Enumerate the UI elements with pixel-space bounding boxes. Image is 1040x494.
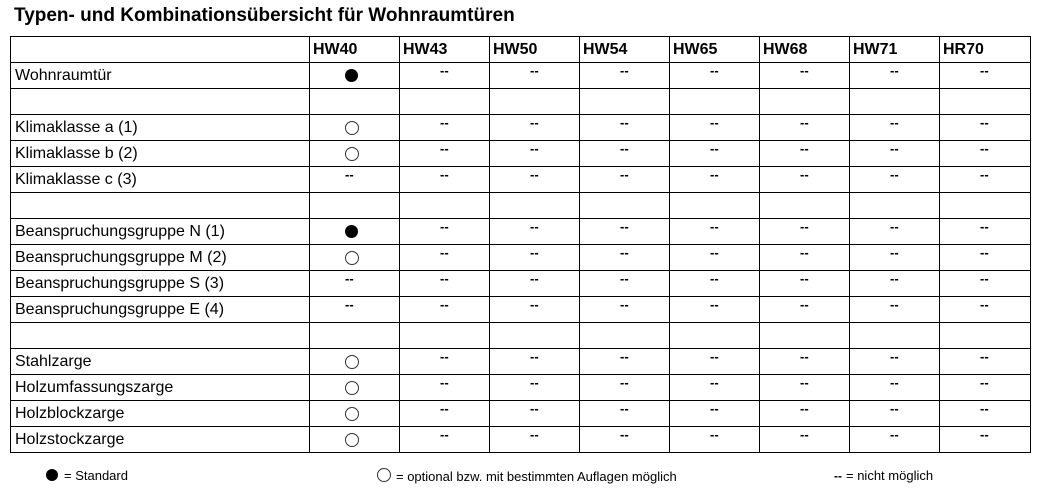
row-label: Stahlzarge bbox=[11, 349, 310, 375]
table-cell bbox=[400, 245, 490, 271]
dash-symbol: -- bbox=[710, 401, 719, 416]
table-row bbox=[11, 141, 1031, 167]
table-row bbox=[11, 427, 1031, 453]
dash-symbol: -- bbox=[980, 63, 989, 78]
table-cell bbox=[760, 349, 850, 375]
dash-symbol: -- bbox=[440, 245, 449, 260]
table-row bbox=[11, 271, 1031, 297]
table-cell bbox=[400, 349, 490, 375]
table-cell bbox=[940, 115, 1031, 141]
dash-symbol: -- bbox=[890, 115, 899, 130]
table-cell bbox=[310, 193, 400, 219]
table-cell bbox=[670, 89, 760, 115]
dash-symbol: -- bbox=[620, 271, 629, 286]
dash-symbol: -- bbox=[834, 469, 842, 483]
dash-symbol: -- bbox=[890, 401, 899, 416]
dash-symbol: -- bbox=[710, 375, 719, 390]
dash-symbol: -- bbox=[980, 375, 989, 390]
table-cell bbox=[850, 271, 940, 297]
table-cell bbox=[490, 427, 580, 453]
dash-symbol: -- bbox=[620, 375, 629, 390]
dash-symbol: -- bbox=[620, 245, 629, 260]
hollow-circle-icon bbox=[345, 251, 359, 265]
table-cell bbox=[940, 167, 1031, 193]
dash-symbol: -- bbox=[440, 167, 449, 182]
dash-symbol: -- bbox=[440, 427, 449, 442]
table-cell bbox=[670, 349, 760, 375]
table-cell bbox=[760, 323, 850, 349]
legend-standard bbox=[46, 468, 128, 484]
table-cell bbox=[580, 89, 670, 115]
table-cell bbox=[580, 63, 670, 89]
dash-symbol: -- bbox=[620, 115, 629, 130]
table-row bbox=[11, 63, 1031, 89]
row-label: Wohnraumtür bbox=[11, 63, 310, 89]
table-cell bbox=[850, 375, 940, 401]
dash-symbol: -- bbox=[620, 63, 629, 78]
column-header-hw50: HW50 bbox=[490, 37, 580, 63]
table-cell bbox=[310, 297, 400, 323]
spacer-row bbox=[11, 323, 1031, 349]
table-cell bbox=[760, 89, 850, 115]
dash-symbol: -- bbox=[980, 427, 989, 442]
dash-symbol: -- bbox=[800, 297, 809, 312]
dash-symbol: -- bbox=[530, 297, 539, 312]
dash-symbol: -- bbox=[800, 401, 809, 416]
dash-symbol: -- bbox=[440, 297, 449, 312]
row-label: Beanspruchungsgruppe M (2) bbox=[11, 245, 310, 271]
table-cell bbox=[850, 323, 940, 349]
table-row bbox=[11, 115, 1031, 141]
dash-symbol: -- bbox=[800, 219, 809, 234]
table-row bbox=[11, 245, 1031, 271]
dash-symbol: -- bbox=[530, 141, 539, 156]
table-cell bbox=[400, 323, 490, 349]
dash-symbol: -- bbox=[440, 115, 449, 130]
table-row bbox=[11, 219, 1031, 245]
table-cell bbox=[940, 375, 1031, 401]
table-cell bbox=[850, 63, 940, 89]
table-cell bbox=[490, 323, 580, 349]
legend-standard-text: = Standard bbox=[64, 468, 128, 483]
dash-symbol: -- bbox=[530, 219, 539, 234]
row-label: Holzblockzarge bbox=[11, 401, 310, 427]
table-cell bbox=[760, 141, 850, 167]
dash-symbol: -- bbox=[530, 375, 539, 390]
row-label: Beanspruchungsgruppe N (1) bbox=[11, 219, 310, 245]
table-cell bbox=[760, 375, 850, 401]
hollow-circle-icon bbox=[345, 407, 359, 421]
table-cell bbox=[310, 63, 400, 89]
dash-symbol: -- bbox=[890, 219, 899, 234]
dash-symbol: -- bbox=[980, 349, 989, 364]
dash-symbol: -- bbox=[710, 349, 719, 364]
table-cell bbox=[490, 141, 580, 167]
dash-symbol: -- bbox=[440, 271, 449, 286]
dash-symbol: -- bbox=[710, 115, 719, 130]
table-row bbox=[11, 401, 1031, 427]
table-cell bbox=[490, 219, 580, 245]
table-cell bbox=[310, 141, 400, 167]
dash-symbol: -- bbox=[440, 349, 449, 364]
table-cell bbox=[310, 167, 400, 193]
dash-symbol: -- bbox=[800, 167, 809, 182]
table-row bbox=[11, 167, 1031, 193]
hollow-circle-icon bbox=[345, 147, 359, 161]
table-cell bbox=[580, 349, 670, 375]
table-cell bbox=[580, 167, 670, 193]
filled-circle-icon bbox=[345, 69, 358, 82]
dash-symbol: -- bbox=[530, 427, 539, 442]
dash-symbol: -- bbox=[620, 349, 629, 364]
row-label: Holzstockzarge bbox=[11, 427, 310, 453]
hollow-circle-icon bbox=[345, 433, 359, 447]
dash-symbol: -- bbox=[440, 219, 449, 234]
dash-symbol: -- bbox=[890, 141, 899, 156]
table-cell bbox=[850, 297, 940, 323]
dash-symbol: -- bbox=[620, 167, 629, 182]
table-cell bbox=[850, 193, 940, 219]
table-cell bbox=[850, 219, 940, 245]
dash-symbol: -- bbox=[530, 115, 539, 130]
table-cell bbox=[490, 271, 580, 297]
table-cell bbox=[670, 401, 760, 427]
table-cell bbox=[310, 349, 400, 375]
dash-symbol: -- bbox=[800, 141, 809, 156]
table-cell bbox=[400, 219, 490, 245]
table-cell bbox=[310, 427, 400, 453]
header-corner-cell bbox=[11, 37, 310, 63]
dash-symbol: -- bbox=[530, 167, 539, 182]
table-cell bbox=[940, 89, 1031, 115]
hollow-circle-icon bbox=[345, 381, 359, 395]
table-cell bbox=[580, 115, 670, 141]
table-cell bbox=[670, 297, 760, 323]
table-cell bbox=[400, 167, 490, 193]
table-cell bbox=[940, 63, 1031, 89]
table-cell bbox=[580, 245, 670, 271]
table-cell bbox=[400, 375, 490, 401]
dash-symbol: -- bbox=[620, 427, 629, 442]
table-cell bbox=[670, 375, 760, 401]
table-cell bbox=[760, 115, 850, 141]
table-cell bbox=[580, 401, 670, 427]
table-cell bbox=[940, 141, 1031, 167]
table-cell bbox=[760, 167, 850, 193]
dash-symbol: -- bbox=[980, 167, 989, 182]
table-cell bbox=[670, 63, 760, 89]
table-cell bbox=[850, 349, 940, 375]
table-cell bbox=[580, 323, 670, 349]
table-cell bbox=[490, 193, 580, 219]
dash-symbol: -- bbox=[710, 297, 719, 312]
row-label bbox=[11, 193, 310, 219]
column-header-hw54: HW54 bbox=[580, 37, 670, 63]
legend-not-possible bbox=[834, 468, 933, 484]
dash-symbol: -- bbox=[980, 271, 989, 286]
table-row bbox=[11, 349, 1031, 375]
dash-symbol: -- bbox=[620, 219, 629, 234]
hollow-circle-icon bbox=[377, 468, 391, 482]
table-cell bbox=[580, 193, 670, 219]
table-cell bbox=[400, 297, 490, 323]
table-cell bbox=[310, 219, 400, 245]
row-label: Beanspruchungsgruppe E (4) bbox=[11, 297, 310, 323]
table-cell bbox=[940, 323, 1031, 349]
column-header-hw71: HW71 bbox=[850, 37, 940, 63]
dash-symbol: -- bbox=[980, 141, 989, 156]
dash-symbol: -- bbox=[800, 375, 809, 390]
table-cell bbox=[760, 427, 850, 453]
row-label bbox=[11, 89, 310, 115]
dash-symbol: -- bbox=[800, 427, 809, 442]
table-cell bbox=[490, 401, 580, 427]
dash-symbol: -- bbox=[800, 245, 809, 260]
column-header-hw40: HW40 bbox=[310, 37, 400, 63]
dash-symbol: -- bbox=[890, 349, 899, 364]
table-cell bbox=[310, 89, 400, 115]
page-title: Typen- und Kombinationsübersicht für Wohnraumtüren bbox=[14, 5, 515, 26]
dash-symbol: -- bbox=[710, 141, 719, 156]
table-cell bbox=[580, 375, 670, 401]
dash-symbol: -- bbox=[710, 219, 719, 234]
dash-symbol: -- bbox=[890, 245, 899, 260]
dash-symbol: -- bbox=[620, 141, 629, 156]
dash-symbol: -- bbox=[440, 375, 449, 390]
table-cell bbox=[490, 63, 580, 89]
row-label bbox=[11, 323, 310, 349]
dash-symbol: -- bbox=[620, 297, 629, 312]
table-cell bbox=[400, 193, 490, 219]
table-cell bbox=[670, 219, 760, 245]
table-cell bbox=[670, 167, 760, 193]
table-cell bbox=[940, 245, 1031, 271]
table-cell bbox=[580, 271, 670, 297]
table-cell bbox=[760, 193, 850, 219]
dash-symbol: -- bbox=[530, 271, 539, 286]
table-cell bbox=[760, 271, 850, 297]
dash-symbol: -- bbox=[345, 167, 354, 182]
table-cell bbox=[670, 323, 760, 349]
table-cell bbox=[850, 167, 940, 193]
dash-symbol: -- bbox=[890, 63, 899, 78]
dash-symbol: -- bbox=[980, 401, 989, 416]
row-label: Klimaklasse a (1) bbox=[11, 115, 310, 141]
dash-symbol: -- bbox=[530, 245, 539, 260]
dash-symbol: -- bbox=[710, 167, 719, 182]
table-cell bbox=[940, 219, 1031, 245]
legend-not-possible-text: = nicht möglich bbox=[846, 468, 934, 483]
dash-symbol: -- bbox=[530, 349, 539, 364]
dash-symbol: -- bbox=[980, 297, 989, 312]
dash-symbol: -- bbox=[800, 115, 809, 130]
column-header-hw68: HW68 bbox=[760, 37, 850, 63]
dash-symbol: -- bbox=[710, 245, 719, 260]
table-cell bbox=[580, 297, 670, 323]
dash-symbol: -- bbox=[440, 63, 449, 78]
header-row bbox=[11, 37, 1031, 63]
table-cell bbox=[940, 271, 1031, 297]
table-cell bbox=[940, 297, 1031, 323]
dash-symbol: -- bbox=[980, 245, 989, 260]
table-cell bbox=[310, 401, 400, 427]
table-cell bbox=[400, 427, 490, 453]
table-cell bbox=[310, 271, 400, 297]
table-cell bbox=[490, 167, 580, 193]
dash-symbol: -- bbox=[890, 297, 899, 312]
table-cell bbox=[760, 63, 850, 89]
table-cell bbox=[850, 245, 940, 271]
table-cell bbox=[490, 297, 580, 323]
column-header-hw43: HW43 bbox=[400, 37, 490, 63]
table-cell bbox=[670, 427, 760, 453]
dash-symbol: -- bbox=[890, 375, 899, 390]
table-cell bbox=[670, 271, 760, 297]
dash-symbol: -- bbox=[800, 271, 809, 286]
table-cell bbox=[670, 193, 760, 219]
legend-optional-text: = optional bzw. mit bestimmten Auflagen möglich bbox=[396, 469, 677, 484]
dash-symbol: -- bbox=[890, 427, 899, 442]
table-cell bbox=[400, 115, 490, 141]
table-cell bbox=[940, 401, 1031, 427]
filled-circle-icon bbox=[345, 225, 358, 238]
table-cell bbox=[580, 427, 670, 453]
hollow-circle-icon bbox=[345, 121, 359, 135]
table-cell bbox=[310, 115, 400, 141]
table-cell bbox=[940, 349, 1031, 375]
dash-symbol: -- bbox=[890, 271, 899, 286]
dash-symbol: -- bbox=[710, 63, 719, 78]
table-cell bbox=[400, 271, 490, 297]
table-cell bbox=[490, 89, 580, 115]
type-combination-table bbox=[10, 36, 1031, 453]
table-cell bbox=[670, 115, 760, 141]
table-cell bbox=[580, 219, 670, 245]
dash-symbol: -- bbox=[800, 63, 809, 78]
dash-symbol: -- bbox=[440, 141, 449, 156]
table-row bbox=[11, 297, 1031, 323]
dash-symbol: -- bbox=[440, 401, 449, 416]
table-cell bbox=[850, 115, 940, 141]
table-cell bbox=[760, 401, 850, 427]
table-cell bbox=[940, 193, 1031, 219]
row-label: Klimaklasse b (2) bbox=[11, 141, 310, 167]
dash-symbol: -- bbox=[345, 271, 354, 286]
spacer-row bbox=[11, 89, 1031, 115]
table-cell bbox=[760, 245, 850, 271]
column-header-hw65: HW65 bbox=[670, 37, 760, 63]
table-cell bbox=[490, 245, 580, 271]
table-cell bbox=[400, 89, 490, 115]
spacer-row bbox=[11, 193, 1031, 219]
table-cell bbox=[670, 141, 760, 167]
table-cell bbox=[490, 349, 580, 375]
legend-optional bbox=[377, 468, 677, 485]
hollow-circle-icon bbox=[345, 355, 359, 369]
table-cell bbox=[400, 401, 490, 427]
dash-symbol: -- bbox=[620, 401, 629, 416]
dash-symbol: -- bbox=[710, 427, 719, 442]
dash-symbol: -- bbox=[980, 115, 989, 130]
table-cell bbox=[400, 63, 490, 89]
table-cell bbox=[310, 375, 400, 401]
table-cell bbox=[850, 89, 940, 115]
table-cell bbox=[940, 427, 1031, 453]
table-cell bbox=[850, 141, 940, 167]
table-cell bbox=[850, 401, 940, 427]
table-cell bbox=[850, 427, 940, 453]
table-cell bbox=[760, 297, 850, 323]
row-label: Beanspruchungsgruppe S (3) bbox=[11, 271, 310, 297]
row-label: Holzumfassungszarge bbox=[11, 375, 310, 401]
dash-symbol: -- bbox=[890, 167, 899, 182]
row-label: Klimaklasse c (3) bbox=[11, 167, 310, 193]
table-cell bbox=[490, 115, 580, 141]
table-cell bbox=[400, 141, 490, 167]
table-cell bbox=[760, 219, 850, 245]
dash-symbol: -- bbox=[345, 297, 354, 312]
table-cell bbox=[670, 245, 760, 271]
table-cell bbox=[490, 375, 580, 401]
filled-circle-icon bbox=[46, 469, 58, 481]
dash-symbol: -- bbox=[530, 63, 539, 78]
table-cell bbox=[580, 141, 670, 167]
table-row bbox=[11, 375, 1031, 401]
table-cell bbox=[310, 245, 400, 271]
dash-symbol: -- bbox=[800, 349, 809, 364]
column-header-hr70: HR70 bbox=[940, 37, 1031, 63]
table-cell bbox=[310, 323, 400, 349]
dash-symbol: -- bbox=[710, 271, 719, 286]
dash-symbol: -- bbox=[980, 219, 989, 234]
dash-symbol: -- bbox=[530, 401, 539, 416]
